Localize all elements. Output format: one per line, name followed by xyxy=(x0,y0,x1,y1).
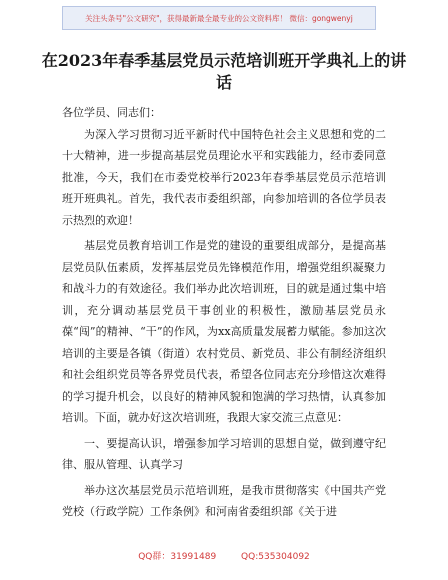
paragraph-2: 基层党员教育培训工作是党的建设的重要组成部分，是提高基层党员队伍素质，发挥基层党员先锋模范作用，增强党组织凝聚力和战斗力的有效途径。我们举办此次培训班，目的就是通过集中培训，充分调动基层党员干事创业的积极性，激励基层党员永葆“闯”的精神、“干”的作风，为xx高质量发展蓄力赋能。参加这次培训的主要是各镇（街道）农村党员、新党员、非公有制经济组织和社会组织党员等各界党员代表，希望各位同志充分珍惜这次难得的学习提升机会，以良好的精神风貌和饱满的学习热情，认真参加培训。下面，就办好这次培训班，我跟大家交流三点意见： xyxy=(62,239,386,424)
qq-group-number: QQ群：31991489 xyxy=(138,552,217,562)
qq-number: QQ:535304092 xyxy=(241,552,310,562)
document-body xyxy=(62,102,386,523)
paragraph-3: 举办这次基层党员示范培训班，是我市贯彻落实《中国共产党党校（行政学院）工作条例》和河南省委组织部《关于进 xyxy=(62,483,386,518)
salutation: 各位学员、同志们： xyxy=(62,106,161,119)
page-footer xyxy=(0,549,448,562)
promo-banner: 关注头条号"公文研究"，获得最新最全最专业的公文资料库！ 微信：gongwenyj xyxy=(62,6,376,30)
section-heading-1: 一、要提高认识，增强参加学习培训的思想自觉，做到遵守纪律、服从管理、认真学习 xyxy=(62,436,386,471)
paragraph-1: 为深入学习贯彻习近平新时代中国特色社会主义思想和党的二十大精神，进一步提高基层党员理论水平和实践能力，经市委同意批准，今天，我们在市委党校举行2023年春季基层党员示范培训班开班典礼。首先，我代表市委组织部，向参加培训的各位学员表示热烈的欢迎！ xyxy=(62,127,386,227)
document-title: 在2023年春季基层党员示范培训班开学典礼上的讲话 xyxy=(41,51,407,92)
